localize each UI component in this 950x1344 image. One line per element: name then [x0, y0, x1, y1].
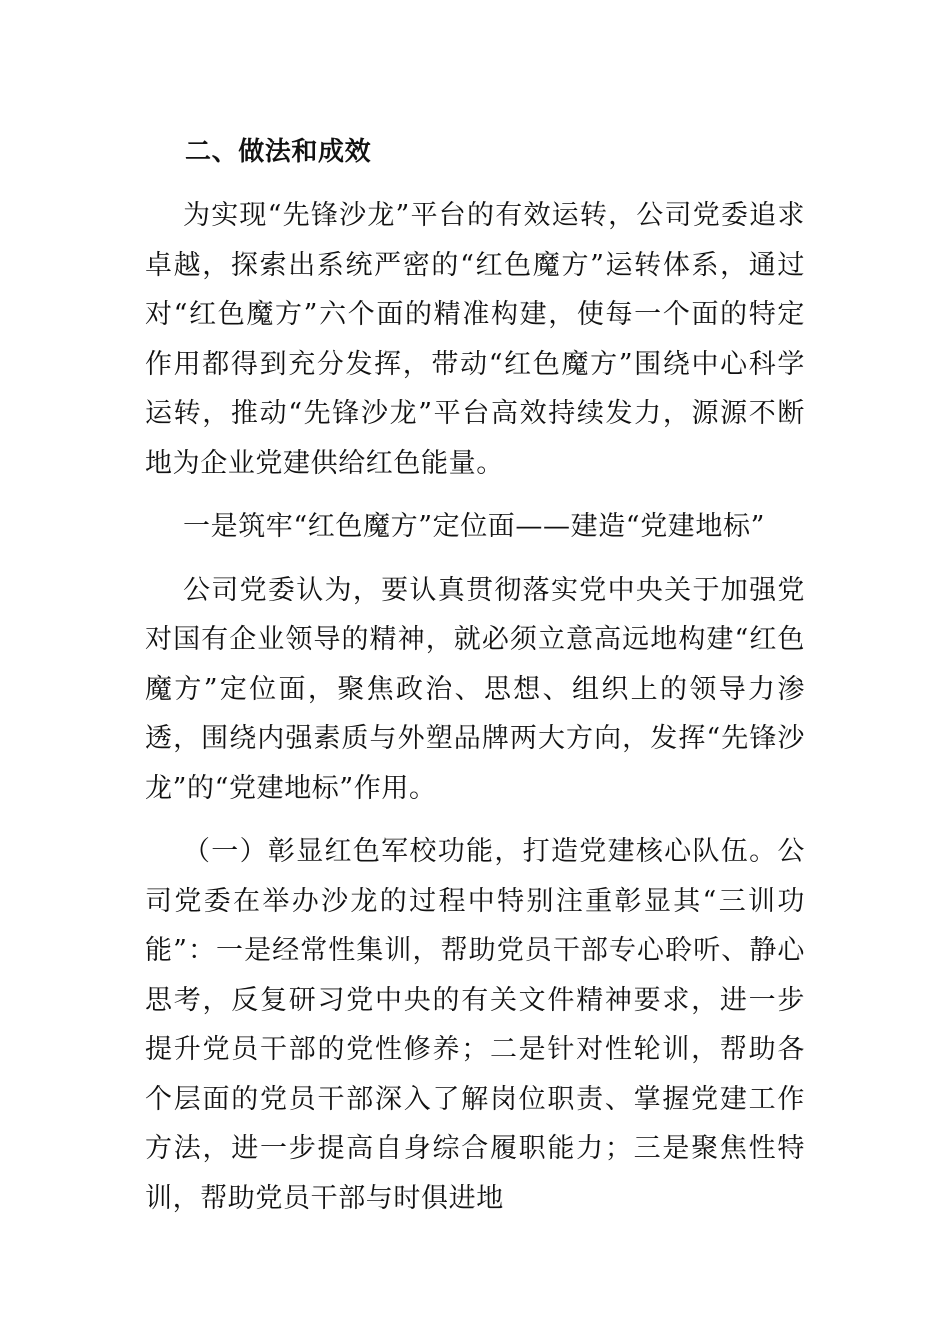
paragraph-positioning: 公司党委认为，要认真贯彻落实党中央关于加强党对国有企业领导的精神，就必须立意高远地构建“红色魔方”定位面，聚焦政治、思想、组织上的领导力渗透，围绕内强素质与外塑品牌两大方向，发挥“先锋沙龙”的“党建地标”作用。 — [145, 574, 805, 804]
paragraph-spacer — [145, 488, 805, 502]
paragraph-spacer — [145, 813, 805, 827]
document-body — [145, 128, 805, 1223]
paragraph-training: （一）彰显红色军校功能，打造党建核心队伍。公司党委在举办沙龙的过程中特别注重彰显其“三训功能”：一是经常性集训，帮助党员干部专心聆听、静心思考，反复研习党中央的有关文件精神要求，进一步提升党员干部的党性修养；二是针对性轮训，帮助各个层面的党员干部深入了解岗位职责、掌握党建工作方法，进一步提高自身综合履职能力；三是聚焦性特训，帮助党员干部与时俱进地 — [145, 836, 805, 1214]
paragraph-spacer — [145, 552, 805, 566]
subheading-positioning: 一是筑牢“红色魔方”定位面——建造“党建地标” — [183, 511, 766, 542]
section-heading: 二、做法和成效 — [185, 137, 372, 167]
paragraph-intro: 为实现“先锋沙龙”平台的有效运转，公司党委追求卓越，探索出系统严密的“红色魔方”运转体系，通过对“红色魔方”六个面的精准构建，使每一个面的特定作用都得到充分发挥，带动“红色魔方”围绕中心科学运转，推动“先锋沙龙”平台高效持续发力，源源不断地为企业党建供给红色能量。 — [145, 200, 805, 479]
